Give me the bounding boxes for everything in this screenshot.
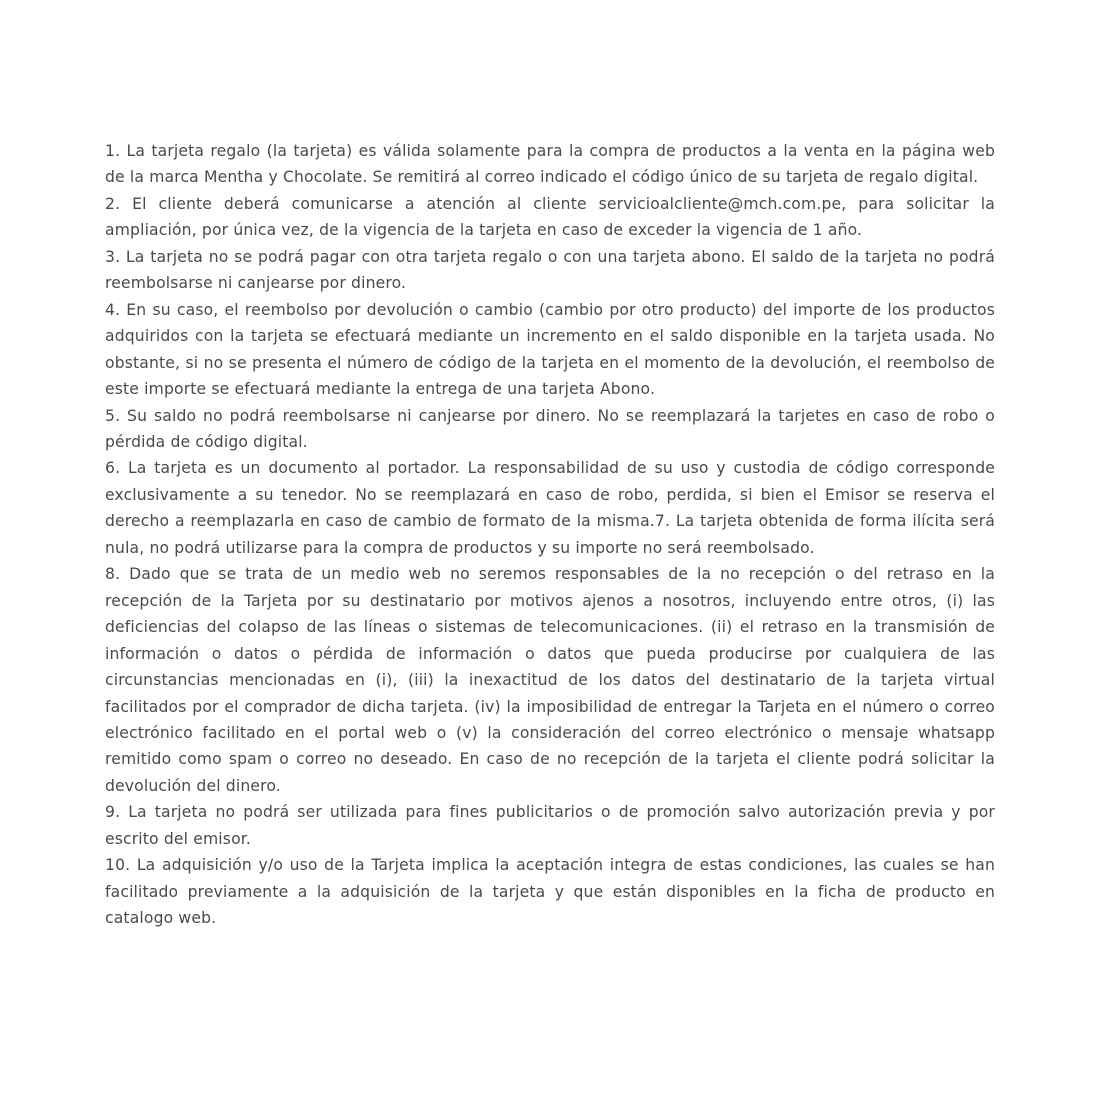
terms-and-conditions-document <box>105 138 995 932</box>
clause-9: 9. La tarjeta no podrá ser utilizada para fines publicitarios o de promoción salvo autorización previa y por escrito del emisor. <box>105 803 995 848</box>
clause-2: 2. El cliente deberá comunicarse a atención al cliente servicioalcliente@mch.com.pe, para solicitar la ampliación, por única vez, de la vigencia de la tarjeta en caso de exceder la vigencia de 1 año. <box>105 194 995 240</box>
clause-5: 5. Su saldo no podrá reembolsarse ni canjearse por dinero. No se reemplazará la tarjetes en caso de robo o pérdida de código digital. <box>105 406 995 451</box>
clause-10: 10. La adquisición y/o uso de la Tarjeta implica la aceptación integra de estas condiciones, las cuales se han facilitado previamente a la adquisición de la tarjeta y que están disponibles en la ficha de producto en catalogo web. <box>105 856 995 928</box>
clause-6-7: 6. La tarjeta es un documento al portador. La responsabilidad de su uso y custodia de código corresponde exclusivamente a su tenedor. No se reemplazará en caso de robo, perdida, si bien el Emisor se reserva el derecho a reemplazarla en caso de cambio de formato de la misma.7. La tarjeta obtenida de forma ilícita será nula, no podrá utilizarse para la compra de productos y su importe no será reembolsado. <box>105 459 995 557</box>
clause-1: 1. La tarjeta regalo (la tarjeta) es válida solamente para la compra de productos a la venta en la página web de la marca Mentha y Chocolate. Se remitirá al correo indicado el código único de su tarjeta de regalo digital. <box>105 142 995 187</box>
clause-8: 8. Dado que se trata de un medio web no seremos responsables de la no recepción o del retraso en la recepción de la Tarjeta por su destinatario por motivos ajenos a nosotros, incluyendo entre otros, (i) las deficiencias del colapso de las líneas o sistemas de telecomunicaciones. (ii) el retraso en la transmisión de información o datos o pérdida de información o datos que pueda producirse por cualquiera de las circunstancias mencionadas en (i), (iii) la inexactitud de los datos del destinatario de la tarjeta virtual facilitados por el comprador de dicha tarjeta. (iv) la imposibilidad de entregar la Tarjeta en el número o correo electrónico facilitado en el portal web o (v) la consideración del correo electrónico o mensaje whatsapp remitido como spam o correo no deseado. En caso de no recepción de la tarjeta el cliente podrá solicitar la devolución del dinero. <box>105 565 995 795</box>
clause-4: 4. En su caso, el reembolso por devolución o cambio (cambio por otro producto) del importe de los productos adquiridos con la tarjeta se efectuará mediante un incremento en el saldo disponible en la tarjeta usada. No obstante, si no se presenta el número de código de la tarjeta en el momento de la devolución, el reembolso de este importe se efectuará mediante la entrega de una tarjeta Abono. <box>105 300 995 399</box>
clause-3: 3. La tarjeta no se podrá pagar con otra tarjeta regalo o con una tarjeta abono. El saldo de la tarjeta no podrá reembolsarse ni canjearse por dinero. <box>105 247 995 293</box>
